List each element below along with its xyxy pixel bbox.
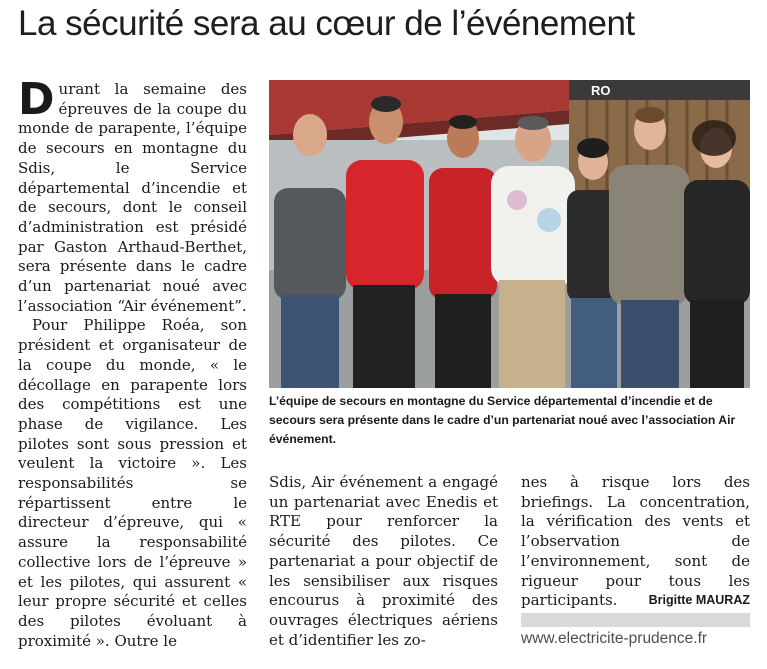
- website-link[interactable]: www.electricite-prudence.fr: [521, 630, 708, 647]
- paragraph-2: Pour Philippe Roéa, son président et organisateur de la coupe du monde, « le décollage en parapente lors des compétitions est une phase de vigilance. Les pilotes sont sous pression et veulent la victoire ». Les responsabilités se répartissent entre le directeur d’épreuve, qui « assure la responsabilité collective lors de l’épreuve » et les pilotes, qui assurent « leur propre sécurité et celles des pilotes évoluant à proximité ». Outre le: [18, 316, 247, 650]
- headline: La sécurité sera au cœur de l’événement: [18, 4, 635, 43]
- photo-caption: L’équipe de secours en montagne du Service départemental d’incendie et de secours sera présente dans le cadre d’un partenariat noué avec l’association Air événement.: [269, 394, 736, 446]
- paragraph-4: nes à risque lors des briefings. La concentration, la vérification des vents et l’observation de l’environnement, sont de rigueur pour tous les participants.: [521, 473, 750, 610]
- paragraph-3: Sdis, Air événement a engagé un partenariat avec Enedis et RTE pour renforcer la sécurité des pilotes. Ce partenariat a pour objectif de les sensibiliser aux risques encourus à proximité des ouvrages électriques aériens et d’identifier les zo-: [269, 473, 498, 649]
- article-column-3: [521, 473, 750, 611]
- paragraph-1-text: urant la semaine des épreuves de la coupe du monde de parapente, l’équipe de secours en montagne du Sdis, le Service départemental d’incendie et de secours, dont le conseil d’administration est présidé par Gaston Arthaud-Berthet, sera présente dans le cadre d’un partenariat noué avec l’association “Air événement”.: [18, 80, 247, 315]
- team-photo: [269, 80, 750, 388]
- article-column-2: [269, 473, 498, 665]
- article-column-1: [18, 80, 247, 665]
- drop-cap: D: [18, 80, 55, 125]
- building-sign: RO: [591, 83, 611, 98]
- separator-bar: [521, 613, 750, 627]
- author-byline: Brigitte MAURAZ: [648, 593, 750, 607]
- paragraph-1: [18, 80, 247, 316]
